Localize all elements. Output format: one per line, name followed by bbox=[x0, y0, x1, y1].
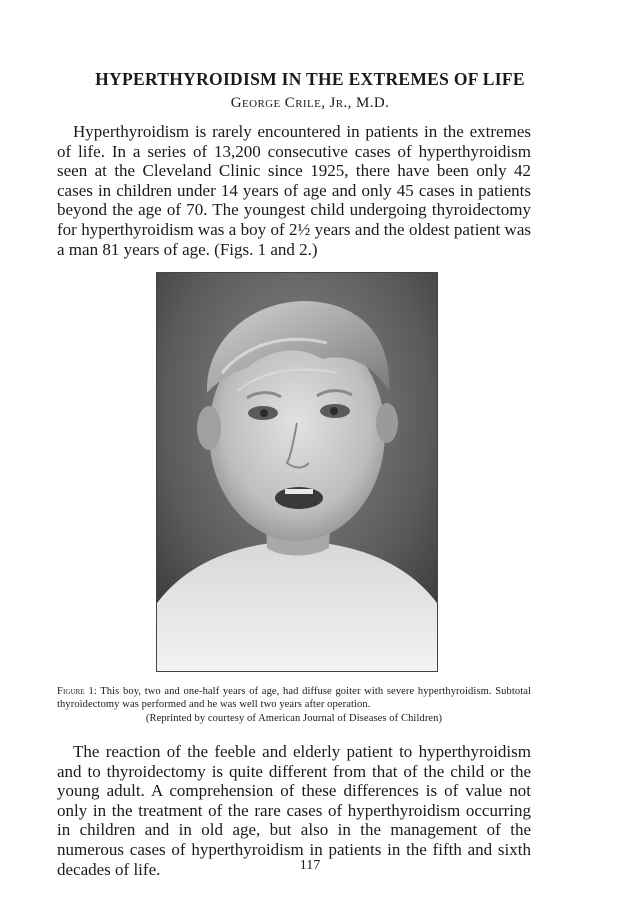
figure-credit: (Reprinted by courtesy of American Journal of Diseases of Children) bbox=[145, 712, 443, 724]
figure-label: Figure 1: bbox=[57, 686, 97, 697]
page-number: 117 bbox=[299, 858, 321, 873]
figure-1-photograph bbox=[156, 272, 438, 672]
article-title: HYPERTHYROIDISM IN THE EXTREMES OF LIFE bbox=[95, 69, 525, 89]
figure-caption bbox=[57, 685, 531, 725]
figure-caption-text: This boy, two and one-half years of age, had diffuse goiter with severe hyperthyroidism. Subtotal thyroidectomy was performed and he was well two years after operation. bbox=[57, 686, 531, 711]
second-paragraph: The reaction of the feeble and elderly patient to hyperthyroidism and to thyroidectomy is quite different from that of the child or the young adult. A comprehension of these differences is of value not only in the treatment of the rare cases of hyperthyroidism occurring in children and in old age, but also in the management of the numerous cases of hyperthyroidism in patients in the fifth and sixth decades of life. bbox=[57, 742, 531, 879]
intro-paragraph: Hyperthyroidism is rarely encountered in patients in the extremes of life. In a series of 13,200 consecutive cases of hyperthyroidism seen at the Cleveland Clinic since 1925, there have been only 42 cases in children under 14 years of age and only 45 cases in patients beyond the age of 70. The youngest child undergoing thyroidectomy for hyperthyroidism was a boy of 2½ years and the oldest patient was a man 81 years of age. (Figs. 1 and 2.) bbox=[57, 122, 531, 259]
author-line: George Crile, Jr., M.D. bbox=[230, 95, 390, 111]
